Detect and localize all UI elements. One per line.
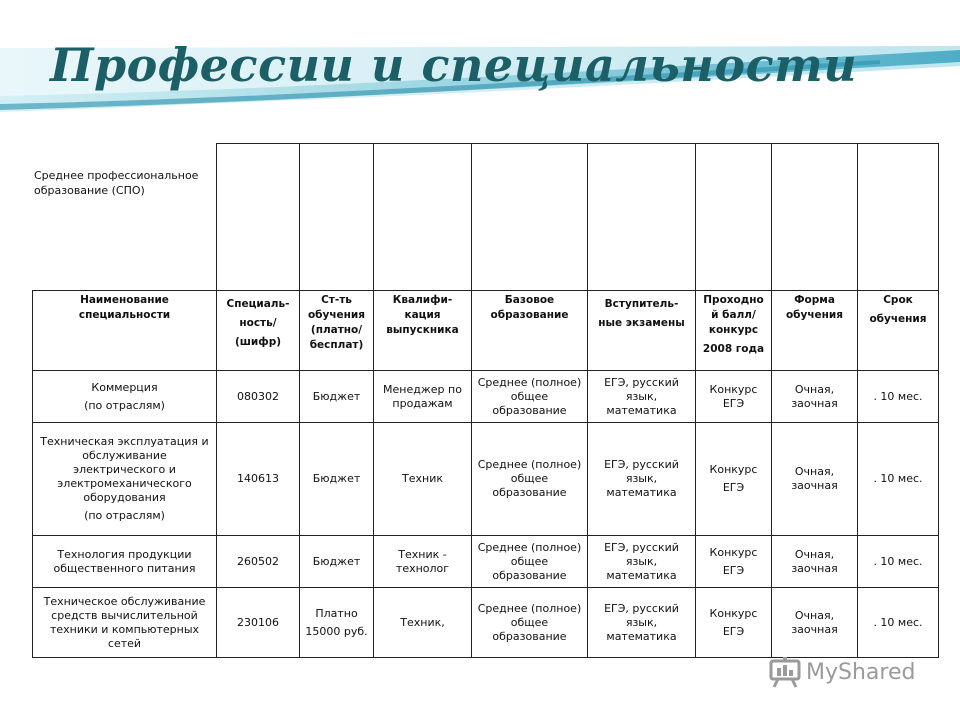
table-row [33, 536, 939, 588]
header-exams-line2: ные экзамены [598, 317, 685, 329]
header-score [696, 291, 772, 371]
header-cost [300, 291, 374, 371]
cell-score-line2: ЕГЭ [722, 563, 745, 577]
header-cost-line1: Ст-ть [321, 294, 352, 306]
table-row [33, 423, 939, 536]
watermark-logo [768, 655, 915, 689]
cell-score-line1: Конкурс [709, 545, 758, 559]
cell-score [696, 536, 772, 588]
cell-name-note: (по отраслям) [84, 398, 165, 412]
header-term-line1: Срок [883, 294, 913, 306]
cell-form: Очная, заочная [772, 536, 858, 588]
header-code-line3: (шифр) [234, 336, 282, 348]
cell-code: 140613 [217, 423, 300, 536]
header-base-education: Базовое образование [472, 291, 588, 371]
header-name: Наименование специальности [33, 291, 217, 371]
cell-code: 080302 [217, 371, 300, 423]
page-title: Профессии и специальности [50, 38, 858, 92]
cell-exams: ЕГЭ, русский язык, математика [588, 371, 696, 423]
header-code-line1: Специаль- [226, 298, 290, 310]
cell-score-line2: ЕГЭ [722, 624, 745, 638]
table-row [33, 588, 939, 658]
cell-base-education: Среднее (полное) общее образование [472, 536, 588, 588]
cell-name [33, 371, 217, 423]
cell-cost [300, 588, 374, 658]
cell-code: 230106 [217, 588, 300, 658]
cell-term: . 10 мес. [858, 371, 939, 423]
cell-name-main: Коммерция [91, 380, 158, 394]
header-term-line2: обучения [869, 313, 927, 325]
cell-term: . 10 мес. [858, 536, 939, 588]
table-row [33, 371, 939, 423]
cell-base-education: Среднее (полное) общее образование [472, 588, 588, 658]
cell-exams: ЕГЭ, русский язык, математика [588, 536, 696, 588]
cell-term: . 10 мес. [858, 588, 939, 658]
cell-base-education: Среднее (полное) общее образование [472, 423, 588, 536]
cell-score-line1: Конкурс [709, 606, 758, 620]
cell-code: 260502 [217, 536, 300, 588]
header-code-line2: ность/ [239, 317, 277, 329]
blank-header-row [33, 144, 939, 291]
cell-cost-line1: Платно [315, 606, 358, 620]
cell-cost-line2: 15000 руб. [305, 624, 368, 638]
header-code [217, 291, 300, 371]
header-exams [588, 291, 696, 371]
cell-cost: Бюджет [300, 536, 374, 588]
cell-name [33, 423, 217, 536]
specialties-table [32, 143, 939, 658]
cell-qualification: Техник - технолог [374, 536, 472, 588]
header-exams-line1: Вступитель- [604, 298, 679, 310]
watermark-text: MyShared [806, 659, 916, 685]
cell-name: Технология продукции общественного питания [33, 536, 217, 588]
cell-form: Очная, заочная [772, 423, 858, 536]
cell-name-main: Техническая эксплуатация и обслуживание электрического и электромеханического оборудования [40, 435, 209, 504]
header-term [858, 291, 939, 371]
cell-score: Конкурс ЕГЭ [696, 371, 772, 423]
cell-score [696, 588, 772, 658]
cell-form: Очная, заочная [772, 588, 858, 658]
cell-name-note: (по отраслям) [84, 509, 165, 522]
header-qualification: Квалифи-кация выпускника [374, 291, 472, 371]
cell-name: Техническое обслуживание средств вычислительной техники и компьютерных сетей [33, 588, 217, 658]
cell-qualification: Менеджер по продажам [374, 371, 472, 423]
header-score-line2: 2008 года [702, 343, 765, 355]
presentation-icon [768, 655, 802, 689]
cell-form: Очная, заочная [772, 371, 858, 423]
header-cost-line2: обучения (платно/ бесплат) [307, 309, 366, 351]
cell-score [696, 423, 772, 536]
cell-cost: Бюджет [300, 423, 374, 536]
cell-qualification: Техник [374, 423, 472, 536]
cell-term: . 10 мес. [858, 423, 939, 536]
cell-exams: ЕГЭ, русский язык, математика [588, 423, 696, 536]
cell-score-line2: ЕГЭ [722, 481, 745, 494]
header-form: Форма обучения [772, 291, 858, 371]
section-label: Среднее профессиональное образование (СПО) [34, 169, 199, 197]
header-row [33, 291, 939, 371]
cell-cost: Бюджет [300, 371, 374, 423]
cell-exams: ЕГЭ, русский язык, математика [588, 588, 696, 658]
header-score-line1: Проходно й балл/ конкурс [703, 294, 764, 336]
cell-score-line1: Конкурс [709, 463, 758, 476]
cell-base-education: Среднее (полное) общее образование [472, 371, 588, 423]
cell-qualification: Техник, [374, 588, 472, 658]
